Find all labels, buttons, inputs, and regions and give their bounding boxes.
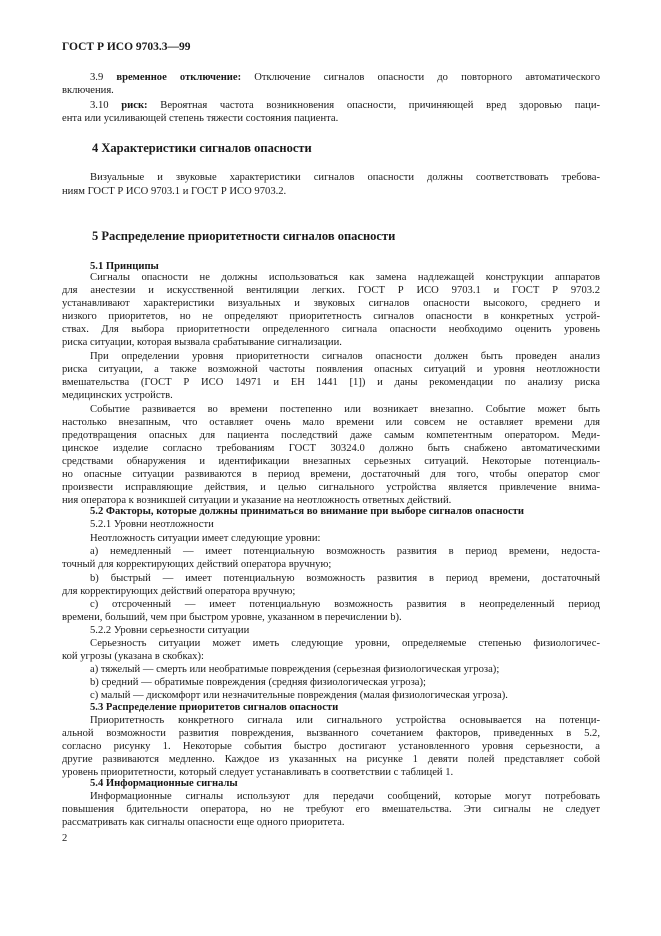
text-run: ния оператора к возникшей ситуации и указание на неотложность ответных действий.	[62, 495, 452, 506]
paragraph-line	[62, 323, 600, 336]
text-run: предотвращения опасных для пациента последствий даже самым компетентным оператором. Меди-	[62, 430, 600, 441]
bold-text-run: риск:	[121, 100, 148, 111]
text-run: медицинских устройств.	[62, 390, 173, 401]
text-run: с) отсроченный — имеет потенциальную возможность развития в неопределенный период	[90, 599, 600, 610]
paragraph-line	[62, 112, 600, 125]
paragraph-line	[62, 297, 600, 310]
text-run: Приоритетность конкретного сигнала или сигнального устройства основывается на потенци-	[90, 715, 600, 726]
text-run: а) тяжелый — смерть или необратимые повреждения (серьезная физиологическая угроза);	[90, 664, 500, 675]
text-run: настолько внезапным, что оставляет очень мало времени или совсем не оставляет времени для	[62, 417, 600, 428]
paragraph-line	[62, 84, 600, 97]
paragraph-line	[62, 185, 600, 198]
text-run: для анестезии и искусственной вентиляции легких. ГОСТ Р ИСО 9703.1 и ГОСТ Р 9703.2	[62, 285, 600, 296]
text-run: ниям ГОСТ Р ИСО 9703.1 и ГОСТ Р ИСО 9703.2.	[62, 186, 287, 197]
definition-3-9	[90, 71, 600, 84]
text-run: Неотложность ситуации имеет следующие уровни:	[90, 533, 321, 544]
paragraph-line	[62, 455, 600, 468]
paragraph-line	[62, 429, 600, 442]
paragraph-line	[62, 389, 600, 402]
bold-text-run: 5.1 Принципы	[90, 261, 159, 272]
paragraph-line	[62, 416, 600, 429]
paragraph-line	[90, 403, 600, 416]
paragraph-line	[90, 790, 600, 803]
text-run: b) средний — обратимые повреждения (средняя физиологическая угроза);	[90, 677, 426, 688]
text-run: другие развиваются медленно. Каждое из указанных на рисунке 1 девяти полей представляет собой	[62, 754, 600, 765]
paragraph-line	[62, 442, 600, 455]
paragraph-line	[62, 284, 600, 297]
paragraph-line	[90, 271, 600, 284]
text-run: При определении уровня приоритетности сигналов опасности должен быть проведен анализ	[90, 351, 600, 362]
subsection-5-2-2-heading	[90, 624, 600, 637]
list-item-a	[90, 545, 600, 558]
paragraph-line	[62, 481, 600, 494]
paragraph-line	[62, 585, 600, 598]
section-5-heading	[92, 229, 600, 244]
text-run: Визуальные и звуковые характеристики сигналов опасности должны соответствовать требова-	[90, 172, 600, 183]
subsection-5-3-heading	[90, 701, 600, 714]
bold-text-run: 5.2 Факторы, которые должны приниматься во внимание при выборе сигналов опасности	[90, 506, 524, 517]
text-run: Информационные сигналы используют для передачи сообщений, которые могут потребовать	[90, 791, 600, 802]
definition-3-10	[90, 99, 600, 112]
text-run: уровень приоритетности, который следует устанавливать в соответствии с таблицей 1.	[62, 767, 454, 778]
paragraph-line	[62, 803, 600, 816]
document-header: ГОСТ Р ИСО 9703.3—99	[62, 41, 191, 53]
bold-text-run: временное отключение:	[116, 72, 242, 83]
text-run: кой угрозы (указана в скобках):	[62, 651, 204, 662]
text-run: согласно рисунку 1. Некоторые события быстро достигают установленного уровня серьезности, а	[62, 741, 600, 752]
section-4-heading	[92, 141, 600, 156]
text-run: с) малый — дискомфорт или незначительные повреждения (малая физиологическая угроза).	[90, 690, 508, 701]
text-run: 5 Распределение приоритетности сигналов опасности	[92, 229, 396, 243]
text-run: времени, больший, чем при быстром уровне, указанном в перечислении b).	[62, 612, 402, 623]
paragraph-line	[62, 611, 600, 624]
paragraph-line	[62, 740, 600, 753]
paragraph-line	[62, 753, 600, 766]
paragraph-line	[62, 363, 600, 376]
text-run: для корректирующих действий оператора вручную;	[62, 586, 296, 597]
text-run: 3.9	[90, 72, 117, 83]
text-run: Серьезность ситуации может иметь следующие уровни, определяемые степенью физиологичес-	[90, 638, 600, 649]
paragraph-line	[62, 816, 600, 829]
list-item-b	[90, 676, 600, 689]
paragraph-line	[90, 350, 600, 363]
text-run: цинское изделие согласно требованиям ГОСТ 30324.0 должно быть снабжено автоматическими	[62, 443, 600, 454]
text-run: b) быстрый — имеет потенциальную возможность развития в период времени, достаточный	[90, 573, 600, 584]
bold-text-run: 5.4 Информационные сигналы	[90, 778, 238, 789]
text-run: 3.10	[90, 100, 122, 111]
text-run: Вероятная частота возникновения опасности, причиняющей вред здоровью паци-	[147, 100, 600, 111]
text-run: точный для корректирующих действий оператора вручную;	[62, 559, 332, 570]
text-run: ента или усиливающей степень тяжести состояния пациента.	[62, 113, 339, 124]
paragraph-line	[62, 376, 600, 389]
subsection-5-4-heading	[90, 777, 600, 790]
text-run: рассматривать как сигналы опасности еще одного приоритета.	[62, 817, 345, 828]
paragraph-line	[90, 637, 600, 650]
text-run: Отключение сигналов опасности до повторного автоматического	[241, 72, 600, 83]
page-number: 2	[62, 833, 68, 844]
paragraph-line	[90, 714, 600, 727]
paragraph-line	[62, 650, 600, 663]
paragraph-line	[62, 558, 600, 571]
list-item-a	[90, 663, 600, 676]
paragraph-line	[62, 727, 600, 740]
text-run: Сигналы опасности не должны использоваться как замена надлежащей конструкции аппаратов	[90, 272, 600, 283]
text-run: вмешательства (ГОСТ Р ИСО 14971 и ЕН 1441 [1]) и даны рекомендации по анализу риска	[62, 377, 600, 388]
text-run: Событие развивается во времени постепенно или возникает внезапно. Событие может быть	[90, 404, 600, 415]
text-run: низкого приоритетов, но не определяют приоритетность сигналов опасности в конкретных устрой-	[62, 311, 600, 322]
text-run: 4 Характеристики сигналов опасности	[92, 141, 312, 155]
list-item-c	[90, 598, 600, 611]
text-run: 5.2.1 Уровни неотложности	[90, 519, 214, 530]
paragraph-line	[62, 468, 600, 481]
paragraph-line	[90, 532, 600, 545]
paragraph-line	[90, 171, 600, 184]
text-run: устанавливают характеристики визуальных и звуковых сигналов опасности высокого, среднего и	[62, 298, 600, 309]
text-run: произвести исправляющие действия, и целью сигнального устройства является привлечение внима-	[62, 482, 600, 493]
text-run: повышения бдительности оператора, но не требуют его вмешательства. Эти сигналы не следует	[62, 804, 600, 815]
paragraph-line	[62, 336, 600, 349]
paragraph-line	[62, 310, 600, 323]
text-run: альной возможности развития повреждения, вызванного сочетанием факторов, приведенных в 5.2,	[62, 728, 600, 739]
subsection-5-2-heading	[90, 505, 600, 518]
text-run: ствах. Для выбора приоритетности определенного сигнала опасности необходимо оценить уровень	[62, 324, 600, 335]
text-run: включения.	[62, 85, 114, 96]
text-run: риска ситуации, которая вызвала срабатывание сигнализации.	[62, 337, 342, 348]
text-run: а) немедленный — имеет потенциальную возможность развития в период времени, недоста-	[90, 546, 600, 557]
text-run: но опасные ситуации развиваются в период времени, достаточный для того, чтобы оператор смог	[62, 469, 600, 480]
list-item-b	[90, 572, 600, 585]
subsection-5-2-1-heading	[90, 518, 600, 531]
bold-text-run: 5.3 Распределение приоритетов сигналов опасности	[90, 702, 339, 713]
text-run: средствами обнаружения и идентификации внезапных серьезных ситуаций. Некоторые потенциаль-	[62, 456, 600, 467]
text-run: риска ситуации, а также возможной частоты появления опасных ситуаций и уровня неотложности	[62, 364, 600, 375]
text-run: 5.2.2 Уровни серьезности ситуации	[90, 625, 250, 636]
